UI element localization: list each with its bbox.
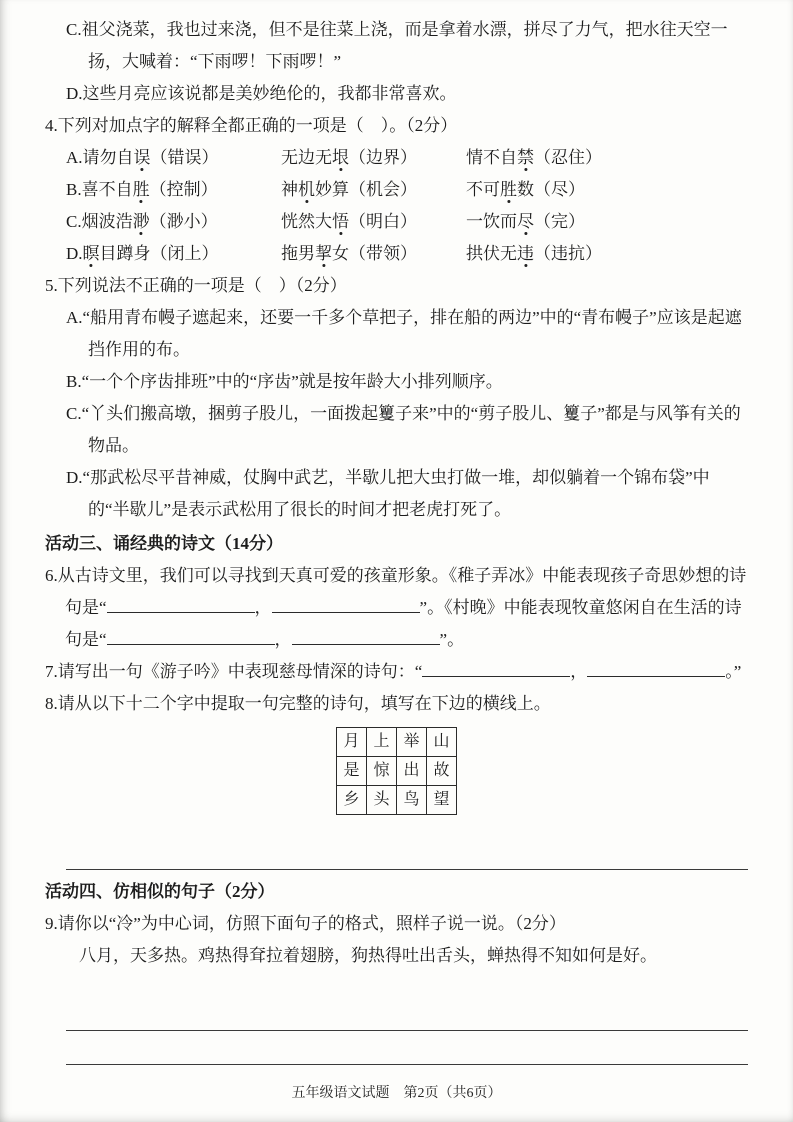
answer-blank (292, 629, 440, 645)
char-cell: 乡 (337, 786, 367, 815)
q4-cell (66, 238, 281, 270)
activity-3-header: 活动三、诵经典的诗文（14分） (45, 534, 283, 553)
phrase-gloss: 数（尽） (517, 180, 585, 199)
phrase-text: 无边无 (281, 148, 332, 167)
char-cell: 出 (397, 757, 427, 786)
q4-cell (466, 206, 748, 238)
question-6 (45, 560, 748, 656)
q5-option-c: C.“丫头们搬高墩，捆剪子股儿，一面拨起籰子来”中的“剪子股儿、籰子”都是与风筝有关的物品。 (66, 404, 741, 455)
q8-stem: 8.请从以下十二个字中提取一句完整的诗句，填写在下边的横线上。 (45, 694, 551, 713)
q4-cell (281, 142, 466, 174)
phrase-text: 一饮而 (466, 212, 517, 231)
char-cell: 惊 (367, 757, 397, 786)
answer-blank (587, 661, 725, 677)
q4-option-b (66, 174, 748, 206)
char-cell: 望 (427, 786, 457, 815)
phrase-gloss: （错误） (150, 148, 219, 167)
dotted-char: 尽 (517, 212, 534, 231)
phrase-text: 不可 (466, 180, 500, 199)
q3-option-d: D.这些月亮应该说都是美妙绝伦的，我都非常喜欢。 (66, 84, 457, 103)
q4-cell (466, 238, 748, 270)
grid-row (337, 757, 457, 786)
q8-character-grid (336, 727, 457, 815)
dotted-char: 悟 (332, 212, 349, 231)
char-cell: 鸟 (397, 786, 427, 815)
char-cell: 山 (427, 728, 457, 757)
answer-blank (272, 597, 420, 613)
option-label: A. (66, 148, 83, 167)
char-cell: 上 (367, 728, 397, 757)
dotted-char: 机 (298, 180, 315, 199)
q6-text-3: ”。 (439, 630, 465, 649)
phrase-text: 请勿自 (82, 148, 134, 167)
phrase-gloss: （忍住） (534, 148, 602, 167)
phrase-gloss: （控制） (149, 180, 218, 199)
question-7 (45, 656, 748, 688)
q4-option-c (66, 206, 748, 238)
phrase-gloss: （边界） (349, 148, 417, 167)
q4-cell (281, 174, 466, 206)
phrase-text: 烟波浩 (81, 212, 133, 231)
q8-answer-line (66, 837, 748, 870)
q4-cell (466, 142, 748, 174)
dotted-char: 挈 (315, 244, 332, 263)
q4-cell (466, 174, 748, 206)
grid-row (337, 728, 457, 757)
q7-text-1: 7.请写出一句《游子吟》中表现慈母情深的诗句：“ (45, 662, 423, 681)
phrase-gloss: （明白） (349, 212, 417, 231)
q4-stem: 4.下列对加点字的解释全都正确的一项是（ ）。（2分） (45, 116, 458, 135)
q6-text-2: ”。《村晚》中能表现牧童悠闲自在生活的诗句是“ (65, 598, 742, 649)
dotted-char: 垠 (332, 148, 349, 167)
page-footer: 五年级语文试题 第2页（共6页） (291, 1086, 502, 1101)
char-cell: 月 (337, 728, 367, 757)
phrase-text: 喜不自 (81, 180, 133, 199)
char-cell: 故 (427, 757, 457, 786)
char-cell: 举 (397, 728, 427, 757)
q6-text-1: 6.从古诗文里，我们可以寻找到天真可爱的孩童形象。《稚子弄冰》中能表现孩子奇思妙想的诗句是“ (45, 566, 747, 617)
phrase-text: 拱伏无 (466, 244, 517, 263)
phrase-gloss: （完） (534, 212, 585, 231)
q5-option-a: A.“船用青布幔子遮起来，还要一千多个草把子，排在船的两边”中的“青布幔子”应该是起遮挡作用的布。 (66, 308, 742, 359)
dotted-char: 渺 (132, 212, 150, 231)
q4-option-a (66, 142, 748, 174)
q4-cell (66, 142, 281, 174)
q3-option-c: C.祖父浇菜，我也过来浇，但不是往菜上浇，而是拿着水漂，拼尽了力气，把水往天空一扬，大喊着：“下雨啰！下雨啰！” (66, 20, 728, 71)
dotted-char: 禁 (517, 148, 534, 167)
answer-blank (107, 597, 255, 613)
dotted-char: 胜 (500, 180, 517, 199)
phrase-gloss: 女（带领） (332, 244, 417, 263)
q9-answer-line-2 (66, 1031, 748, 1065)
phrase-gloss: （违抗） (534, 244, 602, 263)
activity-4-header: 活动四、仿相似的句子（2分） (45, 882, 275, 901)
q4-cell (66, 174, 281, 206)
dotted-char: 违 (517, 244, 534, 263)
q4-cell (281, 206, 466, 238)
q5-stem: 5.下列说法不正确的一项是（ ）（2分） (45, 276, 347, 295)
char-cell: 头 (367, 786, 397, 815)
answer-blank (107, 629, 275, 645)
q5-option-d: D.“那武松尽平昔神威，仗胸中武艺，半歇儿把大虫打做一堆，却似躺着一个锦布袋”中的“半歇儿”是表示武松用了很长的时间才把老虎打死了。 (66, 468, 710, 519)
option-label: B. (66, 180, 82, 199)
phrase-text: 情不自 (466, 148, 517, 167)
q4-cell (66, 206, 281, 238)
option-label: C. (66, 212, 82, 231)
q7-text-2: 。” (725, 662, 742, 681)
char-cell: 是 (337, 757, 367, 786)
q7-comma: ， (570, 662, 588, 681)
q9-answer-line-1 (66, 998, 748, 1031)
answer-blank (422, 661, 570, 677)
dotted-char: 瞑 (82, 244, 100, 263)
phrase-text: 神 (281, 180, 298, 199)
q6-comma-1: ， (254, 598, 272, 617)
dotted-char: 误 (133, 148, 151, 167)
q5-option-b: B.“一个个序齿排班”中的“序齿”就是按年龄大小排列顺序。 (66, 372, 503, 391)
q9-stem: 9.请你以“冷”为中心词，仿照下面句子的格式，照样子说一说。（2分） (45, 914, 566, 933)
phrase-gloss: （渺小） (149, 212, 218, 231)
phrase-text: 恍然大 (281, 212, 332, 231)
q4-option-d (66, 238, 748, 270)
q9-example-sentence: 八月，天多热。鸡热得耷拉着翅膀，狗热得吐出舌头，蝉热得不知如何是好。 (79, 946, 657, 965)
phrase-text: 拖男 (281, 244, 315, 263)
dotted-char: 胜 (132, 180, 150, 199)
grid-row (337, 786, 457, 815)
q6-comma-2: ， (274, 630, 292, 649)
phrase-gloss: 目蹲身（闭上） (99, 244, 219, 263)
phrase-gloss: 妙算（机会） (315, 180, 417, 199)
option-label: D. (66, 244, 83, 263)
q4-cell (281, 238, 466, 270)
